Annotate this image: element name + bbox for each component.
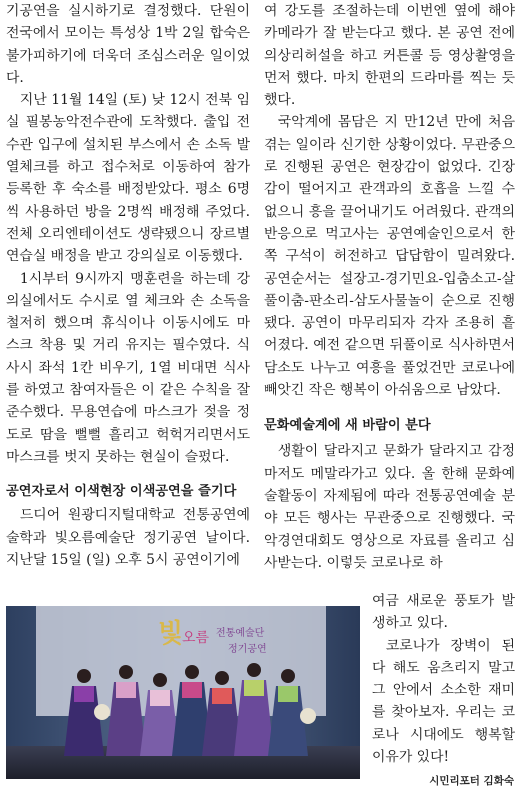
article-paragraph: 코로나가 장벽이 된다 해도 움츠리지 말고 그 안에서 소소한 재미를 찾아보자. 우리는 코로나 시대에도 행복할 이유가 있다!	[372, 637, 515, 766]
article-paragraph: 생활이 달라지고 문화가 달라지고 감정마저도 메말라가고 있다. 올 한해 문화예술활동이 자제됨에 따라 전통공연예술 분야 모든 행사는 무관중으로 진행했다. 국악경연대회도 영상으로 자료를 올리고 심사받는다. 이렇듯 코로나로 하	[264, 443, 515, 571]
performance-photo	[6, 606, 360, 779]
left-column	[6, 0, 250, 571]
banner-sub-text: 정기공연	[228, 644, 267, 655]
banner-large-text: 빛	[158, 619, 184, 649]
article-paragraph: 여 강도를 조절하는데 이번엔 옆에 해야 카메라가 잘 받는다고 했다. 본 공연 전에 의상리허설을 하고 커튼콜 등 영상촬영을 먼저 했다. 마치 한편의 드라마를 찍는 듯했다.	[264, 3, 515, 109]
byline: 시민리포터 김화숙	[429, 775, 514, 787]
article-paragraph: 지난 11월 14일 (토) 낮 12시 전북 임실 필봉농악전수관에 도착했다. 출입 전수관 입구에 설치된 부스에서 손 소독 발열체크를 하고 접수처로 이동하여 참가등록한 후 숙소를 배정받았다. 평소 6명씩 사용하던 방을 2명씩 배정해 주었다. 전체 오리엔테이션도 생략됐으니 장르별 연습실 배정을 받고 강의실로 이동했다.	[6, 92, 250, 265]
fan-icon	[300, 708, 316, 724]
article-paragraph: 기공연을 실시하기로 결정했다. 단원이 전국에서 모이는 특성상 1박 2일 합숙은 불가피하기에 더욱더 조심스러운 일이었다.	[6, 3, 250, 86]
section-heading: 공연자로서 이색현장 이색공연을 즐기다	[6, 484, 237, 500]
banner-text: 전통예술단	[216, 628, 265, 639]
banner-small-text: 오름	[182, 630, 210, 646]
article-paragraph: 국악계에 몸담은 지 만12년 만에 처음 겪는 일이라 신기한 상황이었다. 무관중으로 진행된 공연은 현장감이 없었다. 긴장감이 떨어지고 관객과의 호흡을 느낄 수 없으니 흥을 끌어내기도 어려웠다. 관객의 반응으로 먹고사는 공연예술인으로서 한쪽 구석이 허전하고 답답함이 밀려왔다. 공연순서는 설장고-경기민요-입춤소고-살풀이춤-판소리-삼도사물놀이 순으로 진행됐다. 공연이 마무리되자 각자 조용히 흩어졌다. 예전 같으면 뒤풀이로 식사하면서 담소도 나누고 여흥을 풀었건만 코로나에 빼앗긴 작은 행복이 아쉬움으로 남았다.	[264, 114, 515, 399]
article-paragraph: 드디어 원광디지털대학교 전통공연예술학과 빛오름예술단 정기공연 날이다. 지난달 15일 (일) 오후 5시 공연이기에	[6, 507, 250, 568]
article-paragraph: 여금 새로운 풍토가 발생하고 있다.	[372, 593, 515, 632]
wrapped-text	[372, 590, 515, 768]
article-paragraph: 1시부터 9시까지 맹훈련을 하는데 강의실에서도 수시로 열 체크와 손 소독을 철저히 했으며 휴식이나 이동시에도 마스크 착용 및 거리 유지는 필수였다. 식사시 좌석 1칸 비우기, 1열 비대면 식사를 하였고 참여자들은 이 같은 수칙을 잘 준수했다. 무용연습에 마스크가 젖을 정도로 땀을 뻘뻘 흘리고 헉헉거리면서도 마스크를 벗지 못하는 현실이 슬펐다.	[6, 270, 250, 465]
right-column	[264, 0, 515, 574]
fan-icon	[94, 704, 110, 720]
section-heading: 문화예술계에 새 바람이 분다	[264, 418, 431, 434]
